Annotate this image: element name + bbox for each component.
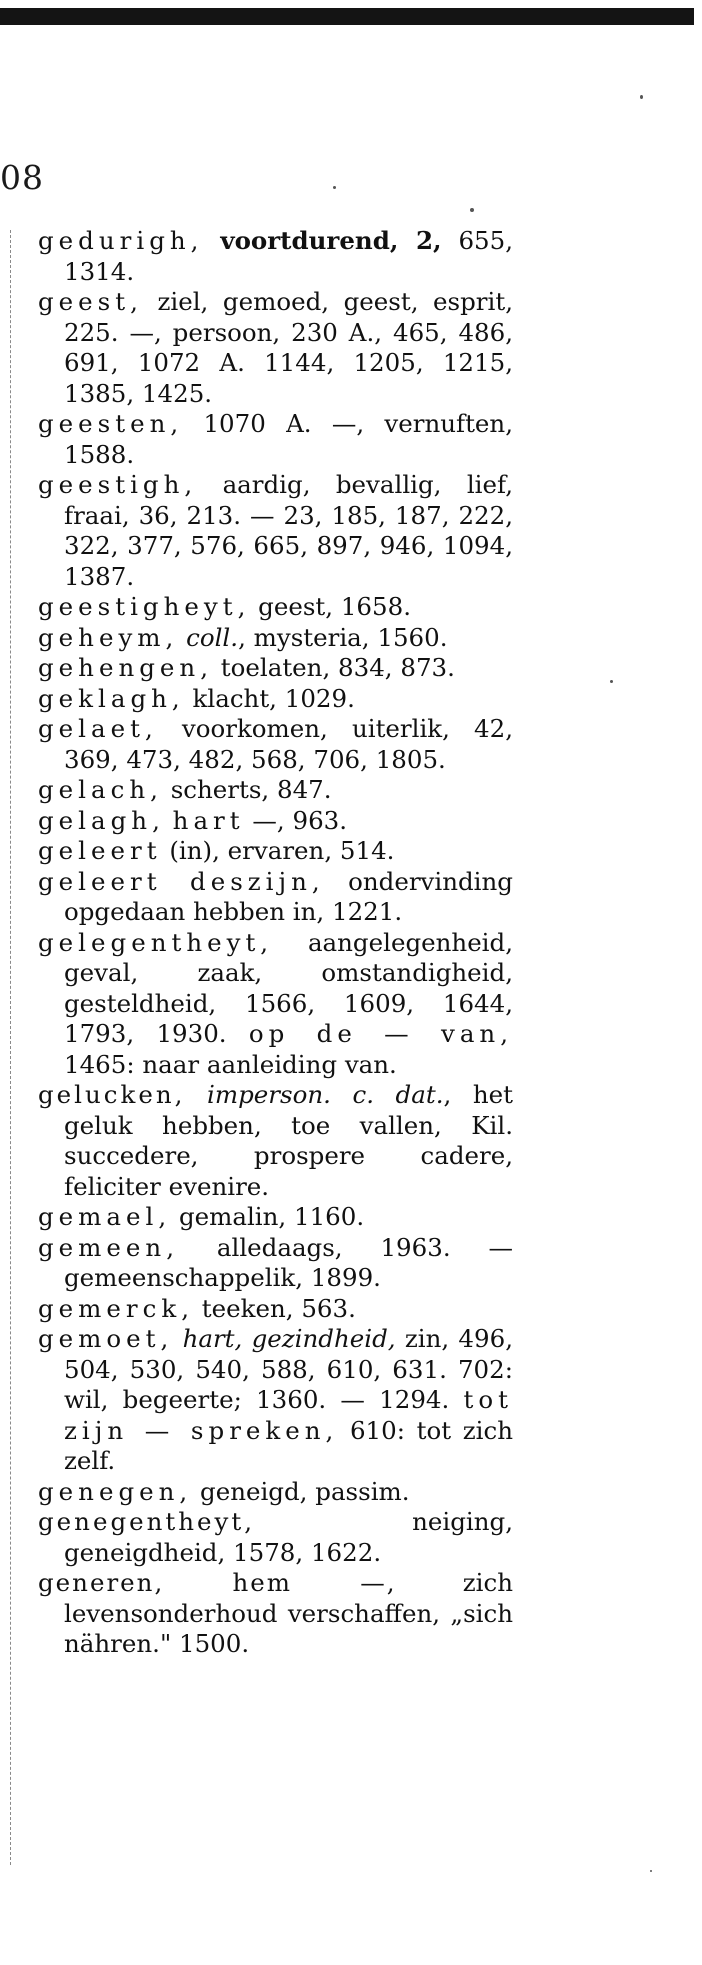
- entry-definition-spaced: op de — van,: [248, 1019, 513, 1048]
- entry-definition-italic: coll.: [186, 622, 239, 652]
- entry-headword: gemoet,: [38, 1324, 174, 1353]
- glossary-entry: [38, 867, 513, 928]
- entry-headword: geheym,: [38, 622, 179, 652]
- entry-headword: generen, hem —,: [38, 1568, 397, 1597]
- entry-definition: 1070 A. —, vernuften, 1588.: [64, 409, 513, 469]
- glossary-entry: [38, 714, 513, 775]
- glossary-entry: [38, 1202, 513, 1233]
- entry-headword: geest,: [38, 287, 143, 316]
- entry-definition: —, 963.: [244, 805, 348, 835]
- entry-definition: geest, 1658.: [258, 592, 411, 621]
- glossary-entry: [38, 226, 513, 287]
- entry-headword: gehengen,: [38, 653, 213, 682]
- entry-headword: geleert deszijn,: [38, 866, 325, 896]
- entry-definition: zich levensonderhoud verschaffen, „sich nähren." 1500.: [64, 1568, 513, 1658]
- glossary-entry: [38, 592, 513, 623]
- glossary-entry: [38, 653, 513, 684]
- entry-definition-bold: voortdurend, 2,: [220, 226, 442, 255]
- glossary-entry: [38, 806, 513, 837]
- entry-definition: 655, 1314.: [64, 226, 513, 286]
- page-number: 08: [0, 158, 44, 197]
- glossary-entries: [38, 226, 513, 1660]
- glossary-entry: [38, 928, 513, 1081]
- entry-headword: genegen,: [38, 1476, 193, 1506]
- entry-definition: (in), ervaren, 514.: [161, 836, 395, 865]
- glossary-entry: [38, 1477, 513, 1508]
- entry-headword: gemerck,: [38, 1293, 194, 1323]
- entry-definition: neiging, geneigdheid, 1578, 1622.: [64, 1507, 513, 1567]
- entry-definition: scherts, 847.: [170, 775, 332, 804]
- entry-headword: geestigheyt,: [38, 592, 251, 621]
- speck: [640, 95, 643, 99]
- speck: [333, 186, 336, 189]
- glossary-entry: [38, 623, 513, 654]
- top-rule: [0, 8, 694, 25]
- entry-headword: gemael,: [38, 1202, 172, 1231]
- entry-headword: geesten,: [38, 409, 184, 438]
- glossary-entry: [38, 684, 513, 715]
- glossary-entry: [38, 409, 513, 470]
- entry-definition-spaced: tot zijn — spreken,: [64, 1385, 513, 1445]
- entry-definition: toelaten, 834, 873.: [220, 653, 455, 682]
- entry-headword: geleert: [38, 836, 162, 865]
- entry-definition: voorkomen, uiterlik, 42, 369, 473, 482, 568, 706, 1805.: [64, 714, 513, 774]
- entry-headword: geklagh,: [38, 683, 185, 713]
- entry-definition-italic: hart, gezindheid,: [182, 1324, 396, 1353]
- entry-definition-spaced: hart: [172, 805, 245, 835]
- glossary-entry: [38, 1294, 513, 1325]
- entry-headword: geestigh,: [38, 470, 198, 499]
- glossary-entry: [38, 1324, 513, 1477]
- entry-definition: geneigd, passim.: [200, 1476, 410, 1506]
- glossary-entry: [38, 775, 513, 806]
- entry-definition: teeken, 563.: [201, 1293, 356, 1323]
- glossary-entry: [38, 1233, 513, 1294]
- entry-definition-tail: 610: tot zich zelf.: [64, 1415, 513, 1475]
- entry-definition: , mysteria, 1560.: [238, 622, 448, 652]
- speck: [470, 208, 474, 212]
- glossary-entry: [38, 836, 513, 867]
- entry-definition: ziel, gemoed, geest, esprit, 225. —, persoon, 230 A., 465, 486, 691, 1072 A. 1144, 1205, 1215, 1385, 1425.: [64, 287, 513, 408]
- glossary-entry: [38, 470, 513, 592]
- entry-definition: aangelegenheid, geval, zaak, omstandigheid, gesteldheid, 1566, 1609, 1644, 1793, 1930.: [64, 927, 513, 1048]
- entry-definition: aardig, bevallig, lief, fraai, 36, 213. — 23, 185, 187, 222, 322, 377, 576, 665, 897, 946, 1094, 1387.: [64, 470, 513, 591]
- entry-definition-italic: imperson. c. dat.: [207, 1080, 444, 1109]
- glossary-entry: [38, 1568, 513, 1660]
- entry-definition: klacht, 1029.: [192, 683, 355, 713]
- glossary-entry: [38, 1507, 513, 1568]
- left-margin-rule: [10, 230, 12, 1865]
- glossary-entry: [38, 287, 513, 409]
- entry-headword: gelegentheyt,: [38, 927, 274, 957]
- entry-headword: genegentheyt,: [38, 1507, 256, 1536]
- entry-definition-tail: 1465: naar aanleiding van.: [64, 1049, 397, 1079]
- entry-headword: gedurigh,: [38, 226, 204, 255]
- entry-definition: , het geluk hebben, toe vallen, Kil. succedere, prospere cadere, feliciter evenire.: [64, 1080, 513, 1201]
- entry-headword: gemeen,: [38, 1232, 179, 1262]
- entry-headword: gelaet,: [38, 714, 158, 743]
- speck: [650, 1870, 652, 1872]
- entry-headword: gelagh,: [38, 805, 165, 835]
- entry-headword: gelucken,: [38, 1080, 186, 1109]
- entry-definition: ondervinding opgedaan hebben in, 1221.: [64, 866, 513, 926]
- entry-definition: gemalin, 1160.: [178, 1202, 365, 1231]
- glossary-entry: [38, 1080, 513, 1202]
- entry-definition: zin, 496, 504, 530, 540, 588, 610, 631. 702: wil, begeerte; 1360. — 1294.: [64, 1324, 513, 1414]
- entry-definition: alledaags, 1963. — gemeenschappelik, 1899.: [64, 1232, 513, 1292]
- entry-headword: gelach,: [38, 775, 163, 804]
- speck: [610, 680, 613, 683]
